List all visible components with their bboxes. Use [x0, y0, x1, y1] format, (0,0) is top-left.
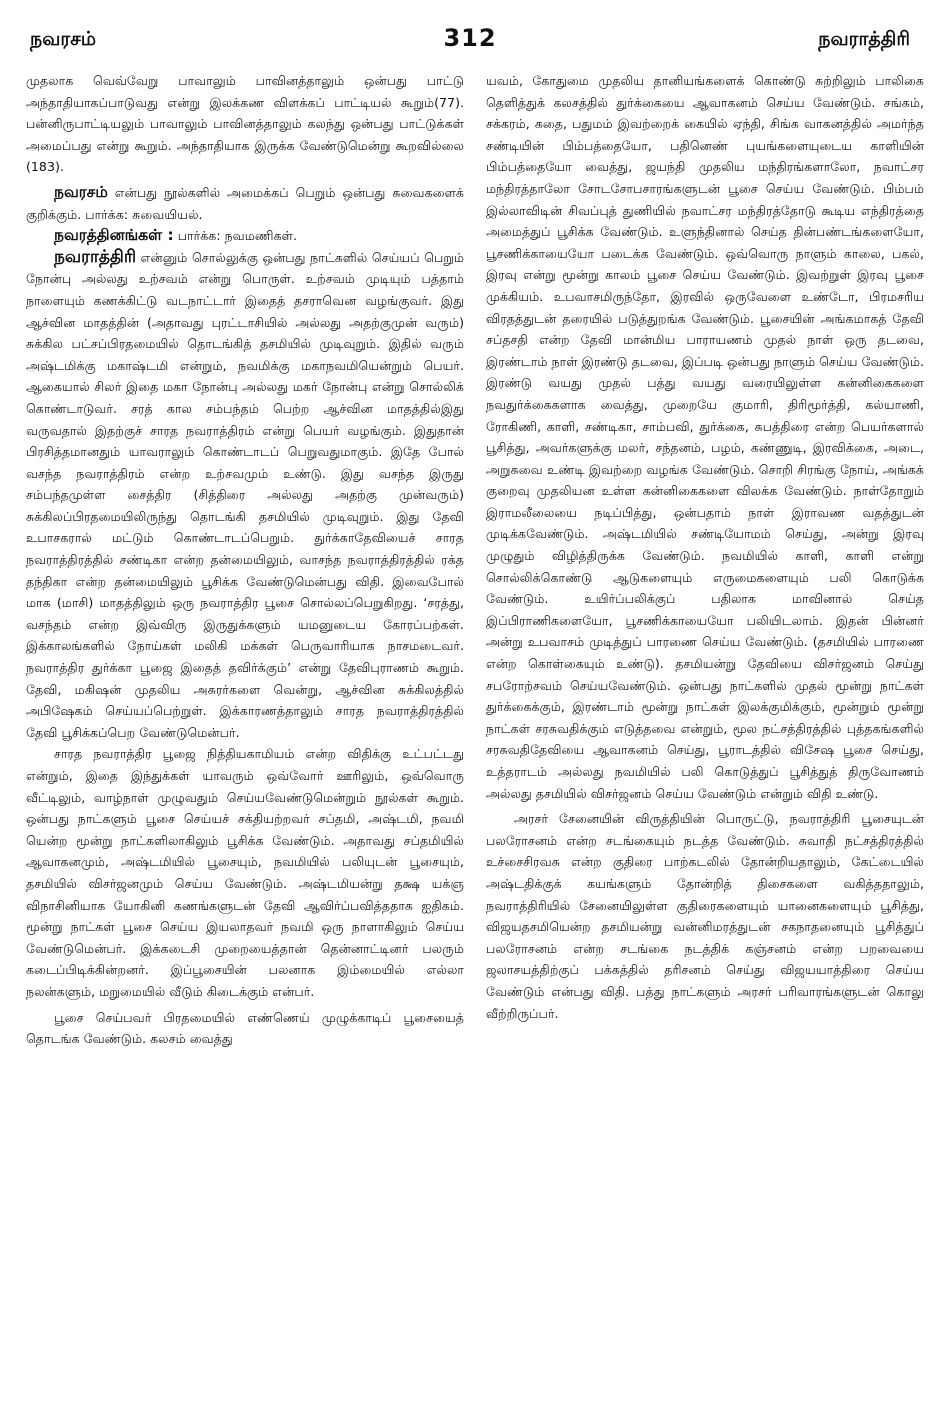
right-column	[486, 70, 924, 1417]
entry-heading-navarathinangal: நவரத்தினங்கள் :	[54, 226, 174, 245]
entry-heading-navarasam: நவரசம்	[54, 182, 108, 201]
entry-navarathiri	[26, 247, 464, 744]
text-columns	[26, 70, 924, 1417]
left-column	[26, 70, 464, 1417]
entry-navarasam	[26, 182, 464, 225]
running-head-left: நவரசம்	[30, 28, 96, 50]
paragraph-arasar-senai: அரசர் சேனையின் விருத்தியின் பொருட்டு, நவராத்திரி பூசையுடன் பலரோசனம் என்ற சடங்கையும் நடத்த வேண்டும். சுவாதி நட்சத்திரத்தில் உச்சைசிரவசு என்ற குதிரை பாற்கடலில் தோன்றியதாலும், கேட்டையில் அஷ்டதிக்குக் கயங்களும் தோன்றித் திசைகளை வகித்ததாலும், நவராத்திரியில் சேனையிலுள்ள குதிரைகளையும் யானைகளையும் பூசித்து, விஜயதசமியென்ற தசமியன்று வன்னிமரத்துடன் சகநாதனையும் பூசித்துப் பலரோசனம் என்ற சடங்கை நடத்திக் கஞ்சனம் என்ற பறவையை ஜலாசயத்திற்குப் பக்கத்தில் தரிசனம் செய்து விஜயயாத்திரை செய்ய வேண்டும் என்பது விதி. பத்து நாட்களும் அரசர் பரிவாரங்களுடன் கொலு வீற்றிருப்பர்.	[486, 811, 924, 1021]
running-head	[20, 14, 920, 58]
entry-body-navarathiri: என்னும் சொல்லுக்கு ஒன்பது நாட்களில் செய்யப் பெறும் நோன்பு அல்லது உற்சவம் என்று பொருள். உற்சவம் முடியும் பத்தாம் நாளையும் கணக்கிட்டு வடநாட்டார் இதைத் தசராவென வழங்குவர். இது ஆச்வின மாதத்தின் (அதாவது புரட்டாசியில் அல்லது அதற்குமுன் வரும்) சுக்கில பட்சப்பிரதமையில் தொடங்கித் தசமியில் முடிவுறும். இதில் வரும் அஷ்டமிக்கு மகாஷ்டமி என்றும், நவமிக்கு மகாநவமியென்றும் பெயர். ஆகையால் சிலர் இதை மகா நோன்பு அல்லது மகர் நோன்பு என்று சொல்லிக் கொண்டாடுவர். சரத் கால சம்பந்தம் பெற்ற ஆச்வின மாதத்தில்இது வருவதால் இதற்குச் சாரத நவராத்திரம் என்று பெயர் வழங்கும். இதுதான் பிரசித்தமானதும் யாவராலும் கொண்டாடப் பெறுவதுமாகும். இதே போல் வசந்த நவராத்திரம் என்ற உற்சவமும் உண்டு. இது வசந்த இருது சம்பந்தமுள்ள சைத்திர (சித்திரை அல்லது அதற்கு முன்வரும்) சுக்கிலப்பிரதமையிலிருந்து தொடங்கி தசமியில் முடிவுறும். இது தேவி உபாசகரால் மட்டும் கொண்டாடப்பெறும். துர்க்காதேவியைச் சாரத நவராத்திரத்தில் சண்டிகா என்ற தன்மையிலும், வாசந்த நவராத்திரத்தில் ரக்த தந்திகா என்ற தன்மையிலும் பூசிக்க வேண்டுமென்பது விதி. இவைபோல் மாக (மாசி) மாதத்திலும் ஒரு நவராத்திர பூசை சொல்லப்பெறுகிறது. ‘சரத்து, வசந்தம் என்ற இவ்விரு இருதுக்களும் யமனுடைய கோரப்பற்கள். இக்காலங்களில் நோய்கள் மலிகி மக்கள் பெருவாரியாக நாசமடைவர். நவராத்திர துர்க்கா பூஜை இதைத் தவிர்க்கும்’ என்று தேவிபுராணம் கூறும். தேவி, மகிஷன் முதலிய அசுரர்களை வென்று, ஆச்வின சுக்கிலத்தில் அபிஷேகம் செய்யப்பெற்றுள். இக்காரணத்தாலும் சாரத நவராத்திரத்தில் தேவி பூசிக்கப்பெற வேண்டுமென்பர்.	[26, 249, 464, 740]
paragraph-saratha-pooja: சாரத நவராத்திர பூஜை நித்தியகாமியம் என்ற விதிக்கு உட்பட்டது என்றும், இதை இந்துக்கள் யாவரும் ஒவ்வோர் ஊரிலும், ஒவ்வொரு வீட்டிலும், வாழ்நாள் முழுவதும் செய்யவேண்டுமென்றும் நூல்கள் கூறும். ஒன்பது நாட்களும் பூசை செய்யச் சக்தியற்றவர் சப்தமி, அஷ்டமி, நவமி யென்ற மூன்று நாட்களிலாகிலும் பூசிக்க வேண்டும். அதாவது சப்தமியில் ஆவாகனமும், அஷ்டமியில் பூசையும், நவமியில் பலியுடன் பூசையும், தசமியில் விசர்ஜனமும் செய்ய வேண்டும். அஷ்டமியன்று தக்ஷ யக்ஞ விநாசினியாக யோகினி கணங்களுடன் தேவி ஆவிர்ப்பவித்ததாக ஐதிகம். மூன்று நாட்கள் பூசை செய்ய இயலாதவர் நவமி ஒரு நாளாகிலும் செய்ய வேண்டுமென்பர். இக்கடைசி முறையைத்தான் தென்னாட்டினர் பலரும் கடைப்பிடிக்கின்றனர். இப்பூசையின் பலனாக இம்மையில் எல்லா நலன்களும், மறுமையில் வீடும் கிடைக்கும் என்பர்.	[26, 746, 464, 999]
page-number: 312	[443, 24, 497, 52]
entry-heading-navarathiri: நவராத்திரி	[54, 246, 137, 267]
entry-body-navarasam: என்பது நூல்களில் அமைக்கப் பெறும் ஒன்பது சுவைகளைக் குறிக்கும். பார்க்க: சுவையியல்.	[26, 184, 464, 222]
paragraph-poosai: பூசை செய்பவர் பிரதமையில் எண்ணெய் முழுக்காடிப் பூசையைத் தொடங்க வேண்டும். கலசம் வைத்து	[26, 1009, 464, 1047]
paragraph-continuation-right: யவம், கோதுமை முதலிய தானியங்களைக் கொண்டு சுற்றிலும் பாலிகை தெளித்துக் கலசத்தில் துர்க்கையை ஆவாகனம் செய்ய வேண்டும். சங்கம், சக்கரம், கதை, பதுமம் இவற்றைக் கையில் ஏந்தி, சிங்க வாகனத்தில் அமர்ந்த சண்டியின் பிம்பத்தையோ, பதினெண் புயங்களையுடைய காளியின் பிம்பத்தையோ வைத்து, ஜயந்தி முதலிய மந்திரங்களாலோ, நவாட்சர மந்திரத்தாலோ சோடசோபசாரங்களுடன் பூசை செய்ய வேண்டும். பிம்பம் இல்லாவிடின் சிவப்புத் துணியில் நவாட்சர மந்திரத்தோடு கூடிய எந்திரத்தை அமைத்துப் பூசிக்க வேண்டும். உளுந்தினால் செய்த தின்பண்டங்களையோ, பூசணிக்காயையோ படைக்க வேண்டும். ஒவ்வொரு நாளும் காலை, பகல், இரவு என்று மூன்று காலம் பூசை செய்ய வேண்டும். இவற்றுள் இரவு பூசை முக்கியம். உபவாசமிருந்தோ, இரவில் ஒருவேளை உண்டோ, பிரமசரிய விரதத்துடன் தரையில் படுத்துறங்க வேண்டும். பூசையின் அங்கமாகத் தேவி சப்தசதி என்ற தேவி மான்மிய பாராயணம் முதல் நாள் ஒரு தடவை, இரண்டாம் நாள் இரண்டு தடவை, இப்படி ஒன்பது நாளும் செய்ய வேண்டும். இரண்டு வயது முதல் பத்து வயது வரையிலுள்ள கன்னிகைகளை நவதுர்க்கைகளாக வைத்து, முறையே குமாரி, திரிமூர்த்தி, கல்யாணி, ரோகிணி, காளி, சண்டிகா, சாம்பவி, துர்க்கை, சுபத்திரை என்ற பெயர்களால் பூசித்து, அவர்களுக்கு மலர், சந்தனம், பழம், கண்ணுடி, இரவிக்கை, அடை, அறுசுவை உண்டி இவற்றை வழங்க வேண்டும். சொறி சிரங்கு நோய், அங்கக் குறைவு முதலியன உள்ள கன்னிகைகளை விலக்க வேண்டும். நாள்தோறும் இராமலீலையை நடிப்பித்து, ஒன்பதாம் நாள் இராவண வதத்துடன் முடிக்கவேண்டும். அஷ்டமியில் சண்டியோமம் செய்து, அன்று இரவு முழுதும் விழித்திருக்க வேண்டும். நவமியில் காளி, காளி என்று சொல்லிக்கொண்டு ஆடுகளையும் எருமைகளையும் பலி கொடுக்க வேண்டும். உயிர்ப்பலிக்குப் பதிலாக மாவினால் செய்த இப்பிராணிகளையோ, பூசணிக்காயையோ பலியிடலாம். இதன் பின்னர் அன்று உபவாசம் முடித்துப் பாரணை செய்ய வேண்டும். (தசமியில் பாரணை என்ற கொள்கையும் உண்டு). தசமியன்று தேவியை விசர்ஜனம் செய்து சபரோற்சவம் செய்யவேண்டும். ஒன்பது நாட்களில் முதல் மூன்று நாட்கள் துர்க்கைக்கும், இரண்டாம் மூன்று நாட்கள் இலக்குமிக்கும், மூன்றும் மூன்று நாட்கள் சரசுவதிக்கும் எடுத்தவை என்றும், மூல நட்சத்திரத்தில் புத்தகங்களில் சரசுவதிதேவியை ஆவாகனம் செய்து, பூராடத்தில் விசேஷ பூசை செய்து, உத்தராடம் அல்லது நவமியில் பலி கொடுத்துப் பூசித்துத் திருவோணம் அல்லது தசமியில் விசர்ஜனம் செய்ய வேண்டும் என்றும் விதி உண்டு.	[486, 73, 924, 801]
entry-navarathinangal	[26, 225, 464, 247]
running-head-right: நவராத்திரி	[818, 28, 910, 50]
entry-body-navarathinangal: பார்க்க: நவமணிகள்.	[173, 228, 297, 244]
paragraph-continuation: முதலாக வெவ்வேறு பாவாலும் பாவினத்தாலும் ஒன்பது பாட்டு அந்தாதியாகப்பாடுவது என்று இலக்கண விளக்கப் பாட்டியல் கூறும்(77). பன்னிருபாட்டியலும் பாவாலும் பாவினத்தாலும் கலந்து ஒன்பது பாட்டுக்கள் அமைப்பது என்று கூறும். அந்தாதியாக இருக்க வேண்டுமென்று கூறவில்லை (183).	[26, 73, 464, 175]
